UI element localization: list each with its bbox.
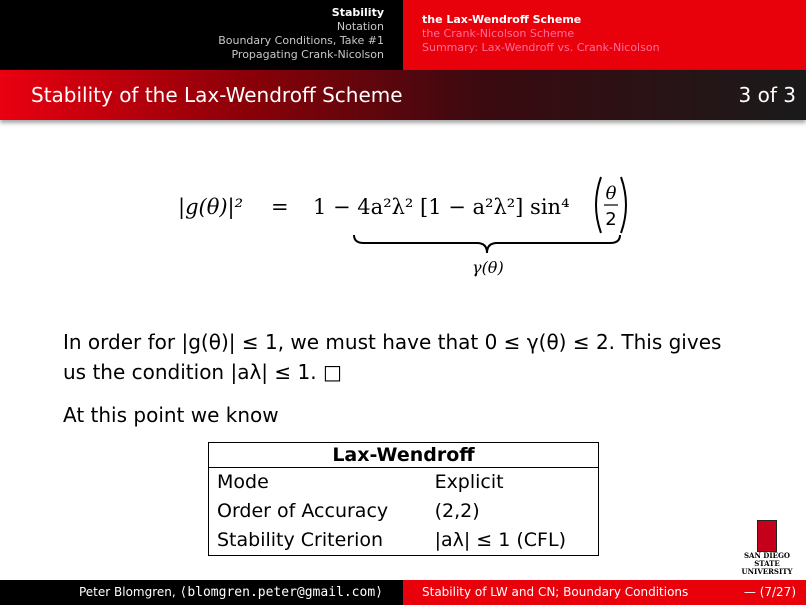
theta-over-two-fraction xyxy=(593,175,629,235)
svg-text:2: 2 xyxy=(605,209,617,230)
table-cell-value: Explicit xyxy=(434,471,504,493)
footer-author-panel xyxy=(0,580,403,605)
section-nav-boundary-conditions[interactable]: Boundary Conditions, Take #1 xyxy=(218,34,384,47)
frame-title: Stability of the Lax-Wendroff Scheme xyxy=(31,83,403,107)
section-nav-notation[interactable]: Notation xyxy=(336,20,384,33)
logo-line2: UNIVERSITY xyxy=(741,567,793,576)
footer-page-number: — (7/27) xyxy=(743,585,796,599)
section-nav-propagating-cn[interactable]: Propagating Crank-Nicolson xyxy=(231,48,384,61)
subsection-nav-summary[interactable]: Summary: Lax-Wendroff vs. Crank-Nicolson xyxy=(422,41,660,54)
footer-author xyxy=(79,585,383,600)
frame-counter: 3 of 3 xyxy=(738,83,796,107)
sdsu-logo-text xyxy=(737,552,797,576)
subsection-nav xyxy=(422,13,660,55)
subsection-nav-crank-nicolson[interactable]: the Crank-Nicolson Scheme xyxy=(422,27,575,40)
table-row xyxy=(209,526,599,556)
table-row xyxy=(209,497,599,526)
logo-line1: SAN DIEGO STATE xyxy=(743,551,791,568)
sdsu-emblem-icon xyxy=(757,520,777,552)
underbrace-label: γ(θ) xyxy=(472,258,504,277)
author-name: Peter Blomgren, xyxy=(78,585,180,599)
subsection-nav-lax-wendroff[interactable]: the Lax-Wendroff Scheme xyxy=(422,13,582,26)
section-nav-stability[interactable]: Stability xyxy=(331,6,384,19)
svg-text:θ: θ xyxy=(605,183,617,204)
table-cell-label: Mode xyxy=(217,471,269,493)
section-nav xyxy=(218,6,384,62)
table-cell-value: |aλ| ≤ 1 (CFL) xyxy=(434,529,566,551)
sdsu-logo xyxy=(737,520,797,576)
underbrace-icon xyxy=(352,233,622,255)
equation-lhs: |g(θ)|² xyxy=(178,195,244,219)
footer-talk-title: Stability of LW and CN; Boundary Conditions xyxy=(422,585,689,599)
equation-equals: = xyxy=(271,195,289,219)
footer-title-panel xyxy=(403,580,806,605)
frame-titlebar xyxy=(0,70,806,120)
equation-rhs: 1 − 4a²λ² [1 − a²λ²] sin⁴ xyxy=(313,195,570,219)
stability-condition-text: In order for |g(θ)| ≤ 1, we must have that 0 ≤ γ(θ) ≤ 2. This gives us the condition |aλ| ≤ 1. □ xyxy=(63,330,722,384)
lax-wendroff-summary-table xyxy=(208,442,599,556)
summary-intro-text: At this point we know xyxy=(63,403,279,427)
table-cell-value: (2,2) xyxy=(434,500,480,522)
table-cell-label: Stability Criterion xyxy=(217,529,384,551)
author-email[interactable]: ⟨blomgren.peter@gmail.com⟩ xyxy=(179,585,383,600)
table-cell-label: Order of Accuracy xyxy=(217,500,389,522)
table-header: Lax-Wendroff xyxy=(209,443,599,468)
header-subsections-panel xyxy=(403,0,806,70)
table-row xyxy=(209,468,599,498)
header-sections-panel xyxy=(0,0,403,70)
